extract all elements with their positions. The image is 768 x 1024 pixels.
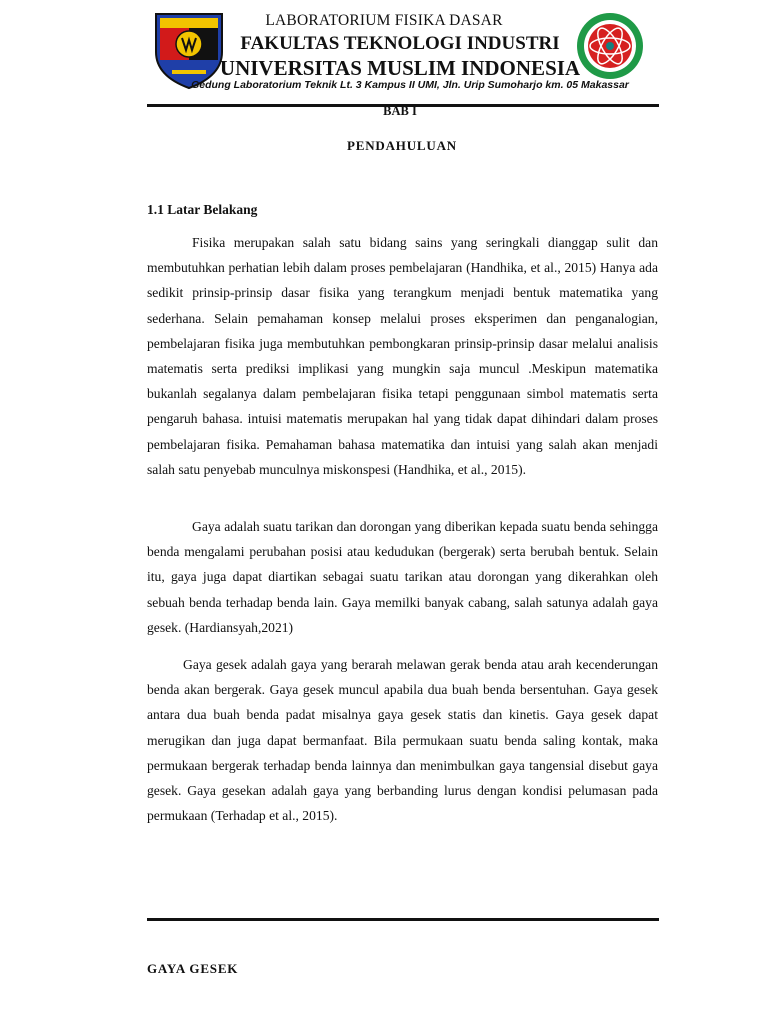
lab-name: LABORATORIUM FISIKA DASAR [265,12,503,29]
letterhead-address: Gedung Laboratorium Teknik Lt. 3 Kampus II UMI, Jln. Urip Sumoharjo km. 05 Makassar [191,79,629,91]
body-paragraph: Gaya adalah suatu tarikan dan dorongan yang diberikan kepada suatu benda sehingga benda mengalami perubahan posisi atau kedudukan (bergerak) serta berubah bentuk. Selain itu, gaya juga dapat diartikan sebagai suatu tarikan atau dorongan yang dikerahkan oleh sebuah benda terhadap benda lain. Gaya memilki banyak cabang, salah satunya adalah gaya gesek. (Hardiansyah,2021) [147,519,658,635]
section-heading: 1.1 Latar Belakang [147,202,258,217]
faculty-name: FAKULTAS TEKNOLOGI INDUSTRI [240,33,560,54]
footer-title: GAYA GESEK [147,961,239,976]
body-paragraph: Gaya gesek adalah gaya yang berarah melawan gerak benda atau arah kecenderungan benda akan bergerak. Gaya gesek muncul apabila dua buah benda bersentuhan. Gaya gesek antara dua buah benda padat misalnya gaya gesek statis dan kinetis. Gaya gesek dapat merugikan dan juga dapat bermanfaat. Bila permukaan suatu benda saling kontak, maka permukaan bergerak terhadap benda lainnya dan menimbulkan gaya tangensial disebut gaya gesek. Gaya gesekan adalah gaya yang berbanding lurus dengan kondisi pelumasan pada permukaan (Terhadap et al., 2015). [147,657,658,824]
footer-rule [147,918,659,921]
chapter-number: BAB I [383,104,417,118]
body-paragraph: Fisika merupakan salah satu bidang sains yang seringkali dianggap sulit dan membutuhkan perhatian lebih dalam proses pembelajaran (Handhika, et al., 2015) Hanya ada sedikit prinsip-prinsip dasar fisika yang terangkum menjadi bentuk matematika yang sederhana. Selain pemahaman konsep melalui proses eksperimen dan penganalogian, pembelajaran fisika juga membutuhkan pembongkaran prinsip-prinsip dasar melalui analisis matematis serta prediksi implikasi yang mungkin saja muncul .Meskipun matematika bukanlah segalanya dalam pembelajaran fisika tetapi penggunaan simbol matematis serta pengaruh bahasa. intuisi matematis merupakan hal yang tidak dapat dihindari dalam proses pembelajaran fisika. Pemahaman bahasa matematika dan intuisi yang salah akan menjadi salah satu penyebab munculnya miskonspesi (Handhika, et al., 2015). [147,235,658,477]
chapter-title: PENDAHULUAN [347,138,457,153]
university-name: UNIVERSITAS MUSLIM INDONESIA [219,56,581,80]
